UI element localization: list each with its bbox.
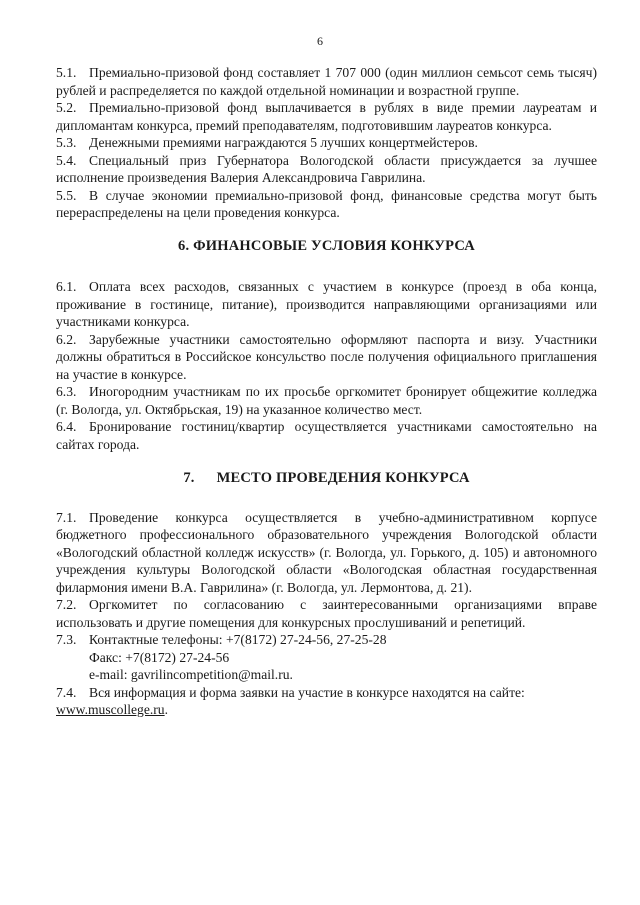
clause-text: Вся информация и форма заявки на участие в конкурсе находятся на сайте: [89,684,525,700]
clause-5-5 [56,187,597,222]
section-7-heading-text: МЕСТО ПРОВЕДЕНИЯ КОНКУРСА [216,470,470,486]
section-5 [56,64,597,222]
clause-number: 7.3. [56,632,77,647]
clause-6-2 [56,331,597,384]
clause-number: 7.1. [56,509,77,525]
section-6-heading: 6. ФИНАНСОВЫЕ УСЛОВИЯ КОНКУРСА [178,237,475,254]
clause-number: 6.3. [56,384,77,399]
clause-5-1 [56,64,597,99]
fax-line: Факс: +7(8172) 27-24-56 [89,649,230,665]
website-suffix: . [164,702,169,717]
clause-5-2 [56,99,597,134]
clause-7-1 [56,509,597,597]
section-7-heading [56,470,597,488]
website-link[interactable]: www.muscollege.ru [56,702,165,717]
clause-text: Специальный приз Губернатора Вологодской области присуждается за лучшее исполнение произведения Валерия Александровича Гаврилина. [56,152,597,185]
clause-6-3 [56,383,597,418]
clause-text: Зарубежные участники самостоятельно оформляют паспорта и визу. Участники должны обратиться в Российское консульство после получения официального приглашения на участие в конкурсе. [56,331,597,382]
email-line: e-mail: gavrilincompetition@mail.ru. [89,667,293,682]
section-7-heading-number: 7. [183,470,195,486]
clause-number: 7.2. [56,597,77,612]
clause-text: Премиально-призовой фонд выплачивается в рублях в виде премии лауреатам и дипломантам конкурса, премий преподавателям, подготовившим лауреатов конкурса. [56,100,597,133]
clause-7-4 [56,684,597,719]
clause-text: В случае экономии премиально-призовой фонд, финансовые средства могут быть перераспределены на цели проведения конкурса. [56,187,597,220]
clause-number: 5.3. [56,135,77,150]
clause-text: Денежными премиями награждаются 5 лучших концертмейстеров. [89,135,478,150]
clause-text: Иногородним участникам по их просьбе оргкомитет бронирует общежитие колледжа (г. Вологда, ул. Октябрьская, 19) на указанное количество мест. [56,384,597,417]
clause-6-1 [56,278,597,331]
page-number: 6 [317,34,323,48]
clause-6-4 [56,418,597,453]
clause-number: 6.4. [56,419,77,434]
document-body [56,64,597,719]
section-6 [56,278,597,453]
clause-5-4 [56,152,597,187]
clause-text: Оргкомитет по согласованию с заинтересованными организациями вправе использовать и другие помещения для конкурсных прослушиваний и репетиций. [56,597,597,630]
clause-text: Оплата всех расходов, связанных с участием в конкурсе (проезд в оба конца, проживание в гостинице, питание), производится направляющими организациями или участниками конкурса. [56,279,597,329]
clause-number: 6.2. [56,331,77,347]
clause-text: Проведение конкурса осуществляется в учебно-административном корпусе бюджетного профессионального образовательного учреждения Вологодской области «Вологодский областной колледж искусств» (г. Вологда, ул. Горького, д. 105) и автономного учреждения культуры Вологодской области «Вологодская областная государственная филармония имени В.А. Гаврилина» (г. Вологда, ул. Лермонтова, д. 21). [56,509,597,595]
clause-text: Премиально-призовой фонд составляет 1 707 000 (один миллион семьсот семь тысяч) рублей и распределяется по каждой отдельной номинации и возрастной группе. [56,65,597,98]
clause-number: 7.4. [56,684,77,700]
clause-number: 5.5. [56,187,77,203]
clause-number: 5.4. [56,152,77,168]
clause-number: 6.1. [56,279,77,294]
clause-text: Контактные телефоны: +7(8172) 27-24-56, 27-25-28 [89,632,387,647]
section-7 [56,509,597,719]
clause-number: 5.1. [56,65,77,80]
clause-7-3 [56,631,597,649]
clause-number: 5.2. [56,100,77,115]
clause-7-2 [56,596,597,631]
clause-text: Бронирование гостиниц/квартир осуществляется участниками самостоятельно на сайтах города. [56,419,597,452]
clause-5-3 [56,134,597,152]
